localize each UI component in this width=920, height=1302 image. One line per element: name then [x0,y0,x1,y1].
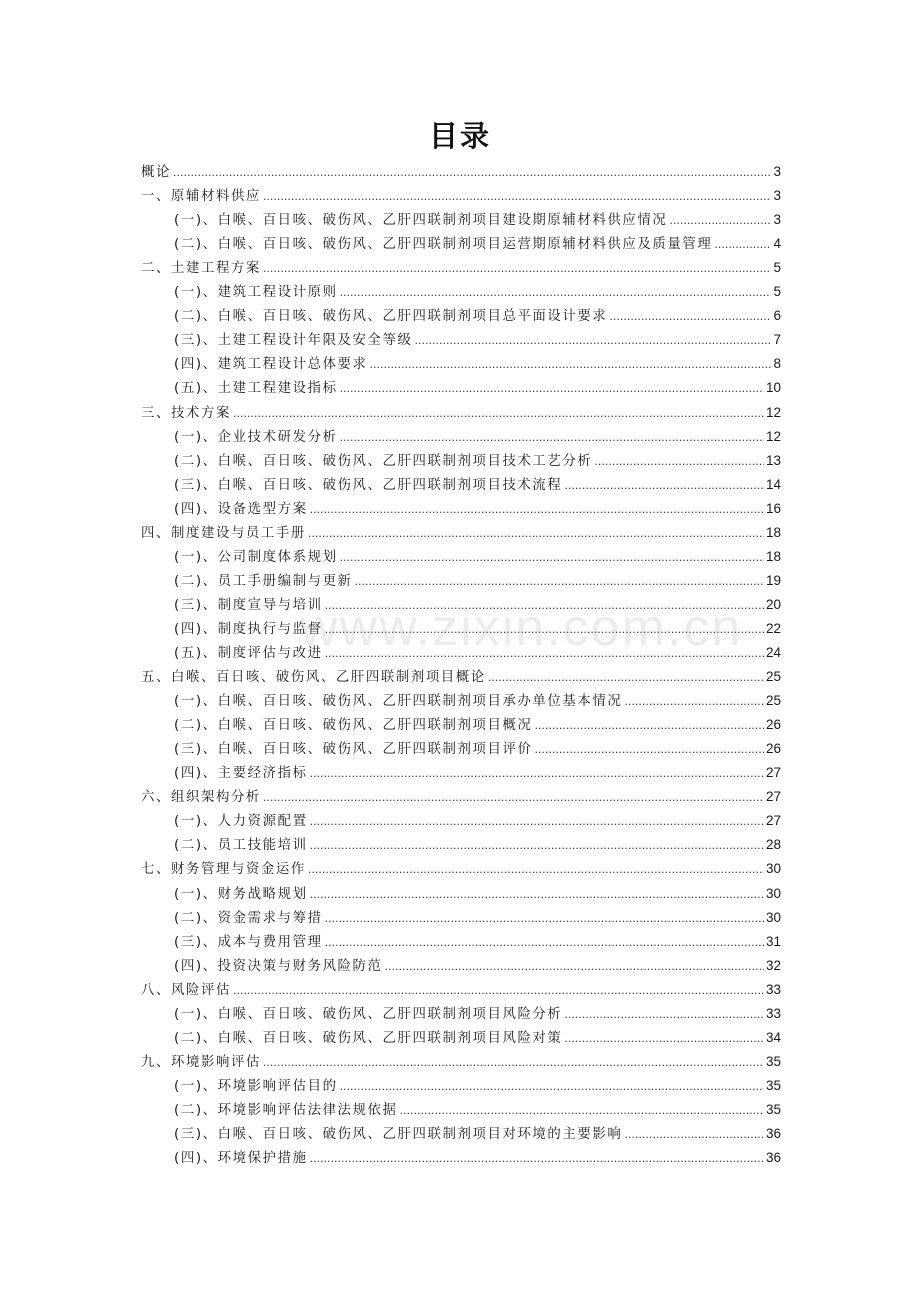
toc-page-number: 27 [765,789,781,805]
toc-dot-leader [385,955,764,979]
toc-entry-title: (三)、成本与费用管理 [174,934,323,950]
toc-section-entry[interactable] [174,809,781,833]
toc-entry-title: 四、制度建设与员工手册 [141,525,306,541]
toc-page-number: 30 [765,861,781,877]
toc-entry-title: (四)、建筑工程设计总体要求 [174,357,368,373]
toc-page-number: 20 [765,596,781,612]
toc-page-number: 27 [765,765,781,781]
toc-dot-leader [173,161,772,185]
toc-dot-leader [263,786,764,810]
toc-section-entry[interactable] [174,1098,781,1122]
toc-entry-title: (二)、环境影响评估法律法规依据 [174,1102,398,1118]
toc-section-entry[interactable] [174,593,781,617]
toc-page-number: 32 [765,957,781,973]
toc-chapter-entry[interactable] [141,1050,781,1074]
toc-dot-leader [340,546,764,570]
toc-entry-title: (一)、公司制度体系规划 [174,549,338,565]
toc-section-entry[interactable] [174,208,781,232]
toc-page-number: 26 [765,717,781,733]
toc-dot-leader [340,377,764,401]
toc-chapter-entry[interactable] [141,256,781,280]
toc-entry-title: 六、组织架构分析 [141,790,261,806]
toc-dot-leader [340,281,772,305]
toc-entry-title: (一)、白喉、百日咳、破伤风、乙肝四联制剂项目建设期原辅材料供应情况 [174,213,668,229]
toc-page-number: 16 [765,500,781,516]
toc-dot-leader [355,570,764,594]
toc-chapter-entry[interactable] [141,785,781,809]
toc-section-entry[interactable] [174,882,781,906]
toc-section-entry[interactable] [174,1074,781,1098]
toc-entry-title: (一)、白喉、百日咳、破伤风、乙肝四联制剂项目承办单位基本情况 [174,694,623,710]
toc-dot-leader [325,594,764,618]
toc-entry-title: (一)、人力资源配置 [174,814,308,830]
toc-entry-title: (二)、白喉、百日咳、破伤风、乙肝四联制剂项目风险对策 [174,1030,563,1046]
toc-dot-leader [263,257,772,281]
toc-page-number: 26 [765,741,781,757]
toc-section-entry[interactable] [174,449,781,473]
toc-page-number: 36 [765,1150,781,1166]
toc-page-number: 14 [765,476,781,492]
toc-entry-title: (五)、土建工程建设指标 [174,381,338,397]
toc-entry-title: 三、技术方案 [141,405,231,421]
toc-entry-title: (二)、资金需求与筹措 [174,910,323,926]
toc-page-number: 5 [773,284,781,300]
toc-page-number: 3 [773,164,781,179]
toc-section-entry[interactable] [174,569,781,593]
toc-page-number: 10 [765,380,781,396]
toc-section-entry[interactable] [174,906,781,930]
toc-page-number: 28 [765,837,781,853]
toc-dot-leader [340,426,764,450]
toc-entry-title: 八、风险评估 [141,982,231,998]
toc-page-number: 31 [765,933,781,949]
toc-dot-leader [233,979,764,1003]
toc-dot-leader [564,1003,764,1027]
toc-entry-title: (四)、环境保护措施 [174,1151,308,1167]
toc-entry-title: (四)、主要经济指标 [174,766,308,782]
toc-page-number: 18 [765,524,781,540]
toc-page-number: 33 [765,1005,781,1021]
toc-section-entry[interactable] [174,833,781,857]
toc-section-entry[interactable] [174,497,781,521]
toc-section-entry[interactable] [174,761,781,785]
toc-dot-leader [488,666,764,690]
toc-entry-title: (一)、建筑工程设计原则 [174,285,338,301]
toc-dot-leader [310,883,764,907]
toc-section-entry[interactable] [174,352,781,376]
toc-dot-leader [310,834,764,858]
toc-section-entry[interactable] [174,545,781,569]
toc-entry-title: (二)、员工手册编制与更新 [174,573,353,589]
toc-entry-title: (二)、白喉、百日咳、破伤风、乙肝四联制剂项目概况 [174,718,533,734]
toc-chapter-entry[interactable] [141,160,781,184]
toc-page-number: 3 [773,188,781,204]
toc-entry-title: (四)、制度执行与监督 [174,621,323,637]
toc-chapter-entry[interactable] [141,521,781,545]
toc-dot-leader [370,353,772,377]
toc-chapter-entry[interactable] [141,857,781,881]
toc-dot-leader [310,810,764,834]
toc-page-number: 7 [773,332,781,348]
toc-section-entry[interactable] [174,473,781,497]
toc-entry-title: (一)、企业技术研发分析 [174,429,338,445]
toc-dot-leader [415,329,772,353]
toc-page-number: 12 [765,404,781,420]
toc-dot-leader [534,714,764,738]
toc-section-entry[interactable] [174,737,781,761]
toc-dot-leader [624,690,764,714]
toc-entry-title: (二)、白喉、百日咳、破伤风、乙肝四联制剂项目运营期原辅材料供应及质量管理 [174,237,713,253]
toc-page-number: 22 [765,620,781,636]
toc-entry-title: 概论 [141,165,171,180]
toc-entry-title: (三)、白喉、百日咳、破伤风、乙肝四联制剂项目技术流程 [174,477,563,493]
toc-section-entry[interactable] [174,617,781,641]
toc-dot-leader [325,642,764,666]
toc-page-number: 4 [773,236,781,252]
toc-dot-leader [310,762,764,786]
toc-page-number: 27 [765,813,781,829]
toc-section-entry[interactable] [174,328,781,352]
toc-entry-title: (三)、白喉、百日咳、破伤风、乙肝四联制剂项目评价 [174,742,533,758]
toc-page-number: 36 [765,1126,781,1141]
toc-page-number: 6 [773,308,781,324]
toc-page-number: 5 [773,260,781,276]
toc-dot-leader [310,498,764,522]
toc-section-entry[interactable] [174,425,781,449]
toc-dot-leader [624,1123,764,1147]
toc-page-number: 3 [773,212,781,228]
toc-section-entry[interactable] [174,713,781,737]
toc-dot-leader [669,209,771,233]
toc-entry-title: 二、土建工程方案 [141,261,261,277]
toc-page-number: 35 [765,1053,781,1069]
toc-dot-leader [308,522,764,546]
toc-entry-title: (五)、制度评估与改进 [174,646,323,661]
toc-section-entry[interactable] [174,1146,781,1170]
toc-entry-title: (二)、白喉、百日咳、破伤风、乙肝四联制剂项目技术工艺分析 [174,453,593,469]
toc-section-entry[interactable] [174,641,781,665]
toc-entry-title: 七、财务管理与资金运作 [141,862,306,878]
toc-entry-title: (四)、投资决策与财务风险防范 [174,958,383,974]
toc-chapter-entry[interactable] [141,184,781,208]
toc-page-number: 34 [765,1029,781,1045]
toc-dot-leader [340,1075,764,1099]
toc-entry-title: (一)、环境影响评估目的 [174,1078,338,1094]
toc-page-number: 25 [765,669,781,685]
toc-section-entry[interactable] [174,930,781,954]
toc-dot-leader [564,1027,764,1051]
toc-entry-title: (三)、制度宣导与培训 [174,597,323,613]
toc-entry-title: 九、环境影响评估 [141,1054,261,1070]
toc-entry-title: (一)、白喉、百日咳、破伤风、乙肝四联制剂项目风险分析 [174,1006,563,1022]
toc-dot-leader [714,233,771,257]
toc-entry-title: (三)、土建工程设计年限及安全等级 [174,333,413,349]
toc-page-number: 12 [765,428,781,444]
toc-dot-leader [534,738,764,762]
toc-dot-leader [564,474,764,498]
toc-dot-leader [263,1051,764,1075]
toc-section-entry[interactable] [174,689,781,713]
toc-chapter-entry[interactable] [141,401,781,425]
toc-page-number: 18 [765,548,781,564]
toc-section-entry[interactable] [174,1122,781,1146]
toc-page-number: 8 [773,356,781,372]
toc-chapter-entry[interactable] [141,665,781,689]
toc-dot-leader [325,618,764,642]
toc-section-entry[interactable] [174,232,781,256]
toc-dot-leader [594,450,764,474]
toc-page-number: 35 [765,1077,781,1093]
toc-entry-title: (二)、员工技能培训 [174,838,308,854]
toc-page-number: 25 [765,693,781,709]
toc-section-entry[interactable] [174,954,781,978]
toc-section-entry[interactable] [174,304,781,328]
toc-chapter-entry[interactable] [141,978,781,1002]
toc-entry-title: 五、白喉、百日咳、破伤风、乙肝四联制剂项目概论 [141,670,486,686]
toc-entry-title: (一)、财务战略规划 [174,886,308,902]
toc-section-entry[interactable] [174,376,781,400]
toc-page-number: 35 [765,1101,781,1117]
toc-dot-leader [310,1147,764,1171]
toc-entry-title: (三)、白喉、百日咳、破伤风、乙肝四联制剂项目对环境的主要影响 [174,1127,623,1142]
toc-dot-leader [263,185,772,209]
toc-page-number: 19 [765,572,781,588]
toc-page-number: 30 [765,885,781,901]
toc-section-entry[interactable] [174,280,781,304]
toc-dot-leader [325,907,764,931]
toc-page-number: 33 [765,981,781,997]
toc-entry-title: (四)、设备选型方案 [174,501,308,517]
toc-dot-leader [308,858,764,882]
toc-section-entry[interactable] [174,1002,781,1026]
toc-dot-leader [325,931,764,955]
toc-dot-leader [609,305,771,329]
toc-page-number: 30 [765,909,781,925]
watermark: www.zixin.com.cn [300,599,743,657]
toc-section-entry[interactable] [174,1026,781,1050]
toc-page-number: 13 [765,452,781,468]
toc-entry-title: (二)、白喉、百日咳、破伤风、乙肝四联制剂项目总平面设计要求 [174,309,608,325]
toc-entry-title: 一、原辅材料供应 [141,189,261,205]
toc-dot-leader [233,402,764,426]
page-title: 目录 [428,119,491,153]
toc-page-number: 24 [765,645,781,660]
toc-dot-leader [400,1099,764,1123]
